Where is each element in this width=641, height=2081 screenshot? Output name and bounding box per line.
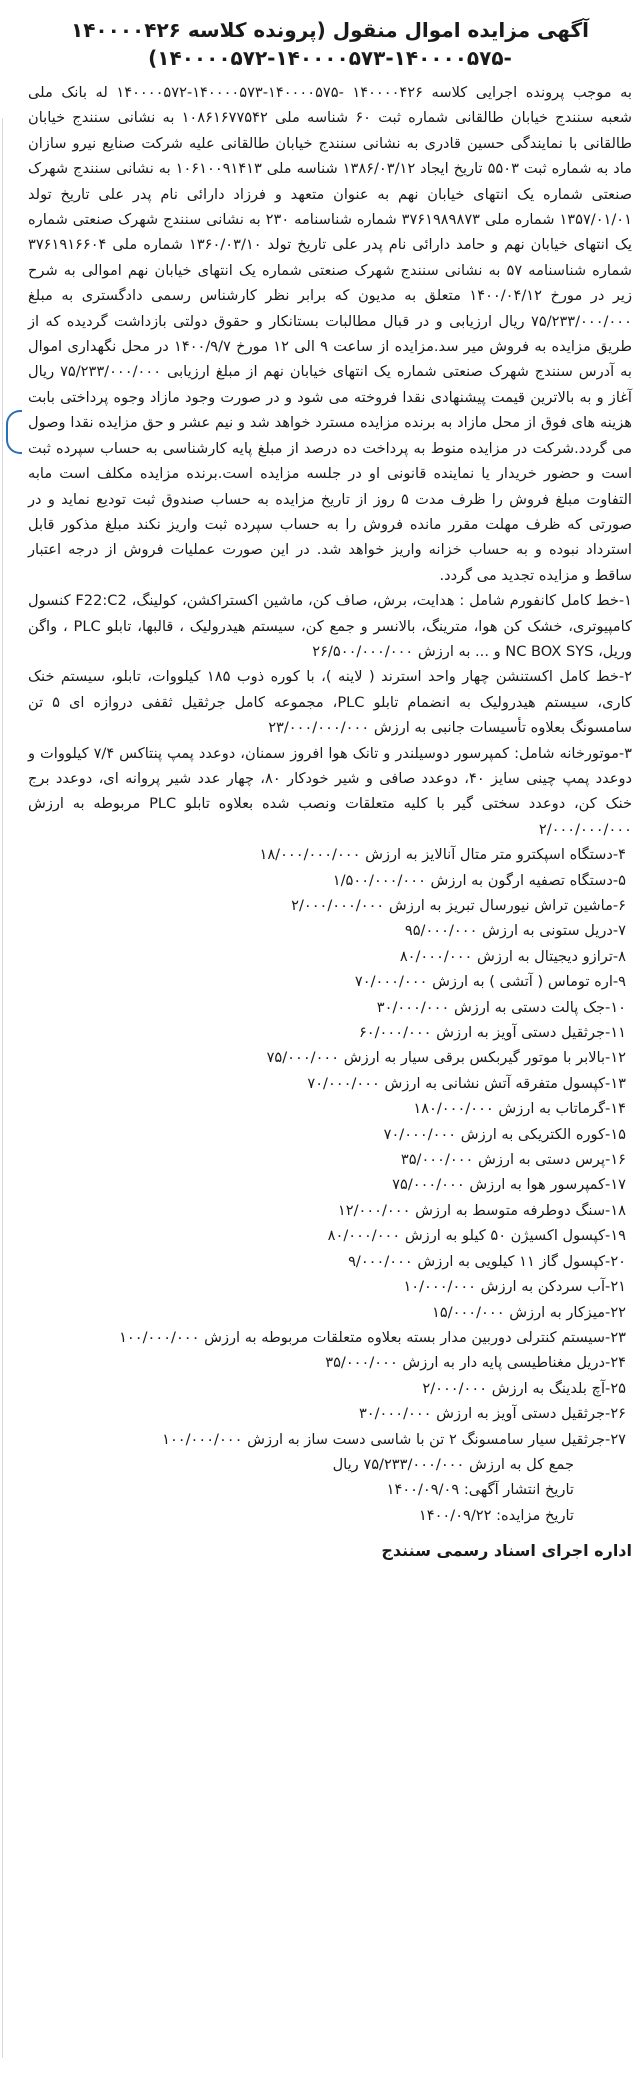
list-item-5: ۵-دستگاه تصفیه ارگون به ارزش ۱/۵۰۰/۰۰۰/۰۰۰ <box>332 871 626 889</box>
list-item-3: ۳-موتورخانه شامل: کمپرسور دوسیلندر و تانک هوا افروز سمنان، دوعدد پمپ پنتاکس ۷/۴ کیلووات و دوعدد پمپ چینی سایز ۴۰، دوعدد صافی و شیر خودکار ۸۰، چهار عدد شیر پروانه ای، دوعدد برج خنک کن، دوعدد سختی گیر با کلیه متعلقات ونصب شده بعلاوه تابلو PLC مربوطه به ارزش ۲/۰۰۰/۰۰۰/۰۰۰ <box>28 744 632 838</box>
list-item-26: ۲۶-جرثقیل دستی آویز به ارزش ۳۰/۰۰۰/۰۰۰ <box>358 1405 626 1423</box>
publish-date: تاریخ انتشار آگهی: ۱۴۰۰/۰۹/۰۹ <box>386 1481 574 1499</box>
auction-notice <box>28 16 632 1564</box>
list-item-7: ۷-دریل ستونی به ارزش ۹۵/۰۰۰/۰۰۰ <box>404 922 626 940</box>
list-item-17: ۱۷-کمپرسور هوا به ارزش ۷۵/۰۰۰/۰۰۰ <box>392 1176 626 1194</box>
list-item-4: ۴-دستگاه اسپکترو متر متال آنالایز به ارزش ۱۸/۰۰۰/۰۰۰/۰۰۰ <box>259 846 626 864</box>
list-item-21: ۲۱-آب سردکن به ارزش ۱۰/۰۰۰/۰۰۰ <box>403 1278 626 1296</box>
list-item-14: ۱۴-گرماتاب به ارزش ۱۸۰/۰۰۰/۰۰۰ <box>413 1100 626 1118</box>
list-item-2: ۲-خط کامل اکستنشن چهار واحد استرند ( لاینه )، با کوره ذوب ۱۸۵ کیلووات، تابلو، سیستم خنک کاری، سیستم هیدرولیک به انضمام تابلو PLC، مجموعه کامل جرثقیل ثقفی دروازه ای ۵ تن سامسونگ بعلاوه تأسیسات جانبی به ارزش ۲۳/۰۰۰/۰۰۰/۰۰۰ <box>28 668 633 737</box>
list-item-12: ۱۲-بالابر با موتور گیربکس برقی سیار به ارزش ۷۵/۰۰۰/۰۰۰ <box>266 1049 626 1067</box>
list-item-27: ۲۷-جرثقیل سیار سامسونگ ۲ تن با شاسی دست ساز به ارزش ۱۰۰/۰۰۰/۰۰۰ <box>162 1430 626 1448</box>
list-item-10: ۱۰-جک پالت دستی به ارزش ۳۰/۰۰۰/۰۰۰ <box>376 998 626 1016</box>
list-item-13: ۱۳-کپسول متفرقه آتش نشانی به ارزش ۷۰/۰۰۰/۰۰۰ <box>307 1074 626 1092</box>
total-value: جمع کل به ارزش ۷۵/۲۳۳/۰۰۰/۰۰۰ ریال <box>332 1455 574 1473</box>
auction-date: تاریخ مزایده: ۱۴۰۰/۰۹/۲۲ <box>418 1506 574 1524</box>
list-item-16: ۱۶-پرس دستی به ارزش ۳۵/۰۰۰/۰۰۰ <box>400 1151 626 1169</box>
list-item-25: ۲۵-آچ بلدینگ به ارزش ۲/۰۰۰/۰۰۰ <box>422 1379 626 1397</box>
list-item-19: ۱۹-کپسول اکسیژن ۵۰ کیلو به ارزش ۸۰/۰۰۰/۰۰۰ <box>327 1227 626 1245</box>
scan-edge-line <box>2 118 3 2058</box>
list-item-20: ۲۰-کپسول گاز ۱۱ کیلویی به ارزش ۹/۰۰۰/۰۰۰ <box>348 1252 626 1270</box>
list-item-9: ۹-اره توماس ( آتشی ) به ارزش ۷۰/۰۰۰/۰۰۰ <box>354 973 626 991</box>
notice-title: آگهی مزایده اموال منقول (پرونده کلاسه ۱۴۰۰۰۰۴۲۶ -۱۴۰۰۰۰۵۷۵-۱۴۰۰۰۰۵۷۳-۱۴۰۰۰۰۵۷۲) <box>71 18 589 70</box>
list-item-6: ۶-ماشین تراش نیورسال تبریز به ارزش ۲/۰۰۰/۰۰۰/۰۰۰ <box>291 897 626 914</box>
list-item-18: ۱۸-سنگ دوطرفه متوسط به ارزش ۱۲/۰۰۰/۰۰۰ <box>337 1201 626 1219</box>
list-item-11: ۱۱-جرثقیل دستی آویز به ارزش ۶۰/۰۰۰/۰۰۰ <box>358 1024 626 1042</box>
notice-body: به موجب پرونده اجرایی کلاسه ۱۴۰۰۰۰۴۲۶ -۱۴۰۰۰۰۵۷۵-۱۴۰۰۰۰۵۷۳-۱۴۰۰۰۰۵۷۲ له بانک ملی شعبه سنندج خیابان طالقانی شماره ثبت ۶۰ شناسه ملی ۱۰۸۶۱۶۷۷۵۴۲ به نشانی سنندج خیابان طالقانی با نمایندگی حسین قادری به نشانی سنندج خیابان طالقانی علیه شرکت صنایع نیرو سازان ماد به شماره ثبت ۵۵۰۳ تاریخ ایجاد ۱۳۸۶/۰۳/۱۲ شناسه ملی ۱۰۶۱۰۰۹۱۴۱۳ به نشانی سنندج شهرک صنعتی شماره یک انتهای خیابان نهم به عنوان متعهد و فرزاد دارائی نام پدر علی تاریخ تولد ۱۳۵۷/۰۱/۰۱ شماره ملی ۳۷۶۱۹۸۹۸۷۳ شماره شناسنامه ۲۳۰ به نشانی سنندج شهرک صنعتی شماره یک انتهای خیابان نهم و حامد دارائی نام پدر علی تاریخ تولد ۱۳۶۰/۰۳/۱۰ شماره ملی ۳۷۶۱۹۱۶۶۰۴ شماره شناسنامه ۵۷ به نشانی سنندج شهرک صنعتی شماره یک انتهای خیابان نهم اموالی به شرح زیر در مورخ ۱۴۰۰/۰۴/۱۲ متعلق به مدیون که برابر نظر کارشناس رسمی دادگستری به مبلغ ۷۵/۲۳۳/۰۰۰/۰۰۰ ریال ارزیابی و در قبال مطالبات بستانکار و حقوق دولتی بازداشت گردیده که از طریق مزایده به فروش میر سد.مزایده از ساعت ۹ الی ۱۲ مورخ ۱۴۰۰/۹/۷ در محل نگهداری اموال به آدرس سنندج شهرک صنعتی شماره یک انتهای خیابان نهم از مبلغ ارزیابی ۷۵/۲۳۳/۰۰۰/۰۰۰ ریال آغاز و به بالاترین قیمت پیشنهادی نقدا فروخته می شود و در صورت وجود مازاد وجوه پرداختی بابت هزینه های فوق از محل مازاد به برنده مزایده مسترد خواهد شد و نیم عشر و حق مزایده نقدا وصول می گردد.شرکت در مزایده منوط به پرداخت ده درصد از مبلغ پایه کارشناسی به حساب سپرده ثبت است و حضور خریدار یا نماینده قانونی او در جلسه مزایده است.برنده مزایده مکلف است مابه التفاوت مبلغ فروش را ظرف مدت ۵ روز از تاریخ مزایده به حساب صندوق ثبت تودیع نماید و در صورتی که ظرف مهلت مقرر مانده فروش را به حساب سپرده ثبت واریز نکند مبلغ مذکور قابل استرداد نبوده و به حساب خزانه واریز خواهد شد. در این صورت عملیات فروش از درجه اعتبار ساقط و مزایده تجدید می گردد. <box>28 84 632 584</box>
list-item-15: ۱۵-کوره الکتریکی به ارزش ۷۰/۰۰۰/۰۰۰ <box>383 1125 626 1143</box>
ink-edge-mark <box>6 410 22 454</box>
list-item-22: ۲۲-میزکار به ارزش ۱۵/۰۰۰/۰۰۰ <box>432 1303 626 1321</box>
list-item-8: ۸-ترازو دیجیتال به ارزش ۸۰/۰۰۰/۰۰۰ <box>399 947 626 965</box>
list-item-24: ۲۴-دریل مغناطیسی پایه دار به ارزش ۳۵/۰۰۰/۰۰۰ <box>325 1354 626 1372</box>
list-item-23: ۲۳-سیستم کنترلی دوربین مدار بسته بعلاوه متعلقات مربوطه به ارزش ۱۰۰/۰۰۰/۰۰۰ <box>119 1328 626 1346</box>
list-item-1: ۱-خط کامل کانفورم شامل : هدایت، برش، صاف کن، ماشین اکستراکشن، کولینگ، F22:C2 کنسول کامپیوتری، خشک کن هوا، مترینگ، بالانسر و جمع کن، سیستم هیدرولیک ، قالبها، تابلو PLC ، واگن وریل، NC BOX SYS و ... به ارزش ۲۶/۵۰۰/۰۰۰/۰۰۰ <box>28 592 633 660</box>
issuing-office: اداره اجرای اسناد رسمی سنندج <box>381 1541 632 1561</box>
